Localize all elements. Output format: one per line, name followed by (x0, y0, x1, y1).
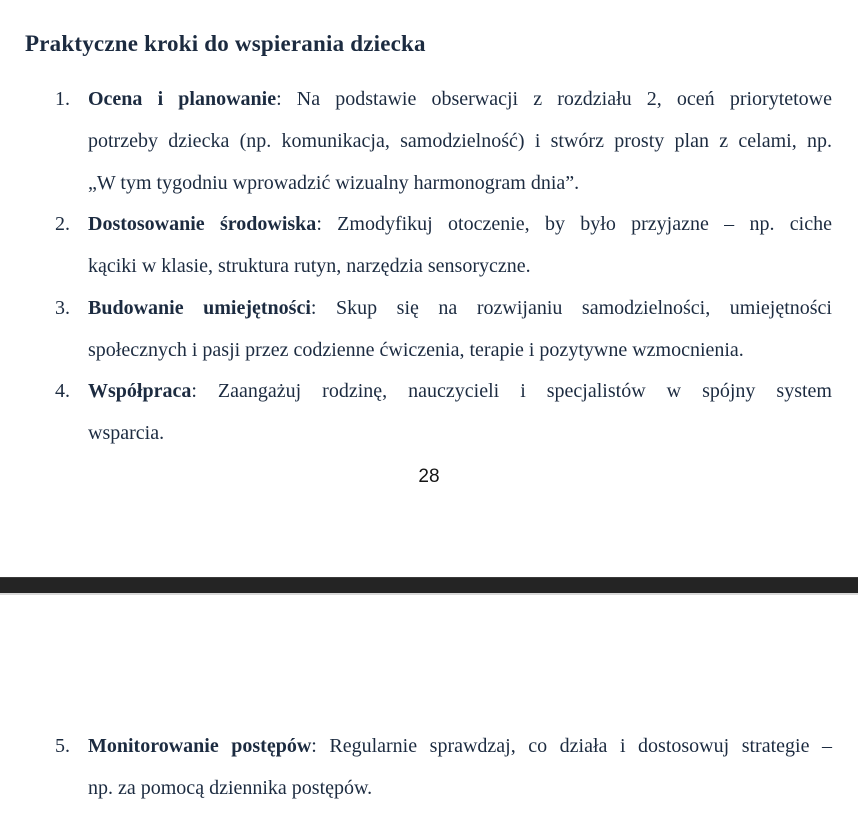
list-item-number: 4. (55, 380, 70, 403)
text-line: Współpraca: Zaangażuj rodzinę, nauczycieli i specjalistów w spójny system (88, 380, 832, 403)
list-item-text (88, 288, 832, 372)
list-item-title: Monitorowanie postępów (88, 735, 312, 757)
text-line: Dostosowanie środowiska: Zmodyfikuj otoczenie, by było przyjazne – np. ciche (88, 213, 832, 236)
list-item-text (88, 371, 832, 455)
list-item-title: Budowanie umiejętności (88, 296, 311, 319)
list-item-number: 1. (55, 88, 70, 110)
list-item (55, 79, 832, 204)
numbered-list-page2 (55, 726, 832, 810)
text-line: Budowanie umiejętności: Skup się na rozwijaniu samodzielności, umiejętności (88, 296, 832, 319)
text-line: kąciki w klasie, struktura rutyn, narzędzia sensoryczne. (88, 255, 531, 277)
list-item (55, 288, 832, 372)
text-line: wsparcia. (88, 422, 165, 444)
text-line: Ocena i planowanie: Na podstawie obserwacji z rozdziału 2, oceń priorytetowe (88, 88, 833, 110)
list-item-number: 5. (55, 735, 70, 757)
list-item-text (88, 204, 832, 288)
list-item-title: Dostosowanie środowiska (88, 213, 317, 236)
text-line: np. za pomocą dziennika postępów. (88, 776, 373, 799)
text-line: potrzeby dziecka (np. komunikacja, samodzielność) i stwórz prosty plan z celami, np. (88, 129, 832, 152)
numbered-list-page1 (55, 79, 832, 455)
list-item-title: Ocena i planowanie (88, 88, 277, 110)
text-line: „W tym tygodniu wprowadzić wizualny harmonogram dnia”. (88, 171, 580, 194)
text-line: społecznych i pasji przez codzienne ćwiczenia, terapie i pozytywne wzmocnienia. (88, 338, 744, 361)
section-heading: Praktyczne kroki do wspierania dziecka (25, 31, 426, 57)
list-item-number: 3. (55, 296, 70, 319)
list-item (55, 204, 832, 288)
list-item-title: Współpraca (88, 380, 192, 403)
page-number: 28 (418, 466, 440, 487)
list-item (55, 371, 832, 455)
list-item (55, 726, 832, 810)
text-line: Monitorowanie postępów: Regularnie sprawdzaj, co działa i dostosowuj strategie – (88, 735, 832, 757)
list-item-text (88, 726, 832, 810)
list-item-number: 2. (55, 213, 70, 236)
page-separator-bar (0, 577, 858, 595)
list-item-text (88, 79, 832, 204)
